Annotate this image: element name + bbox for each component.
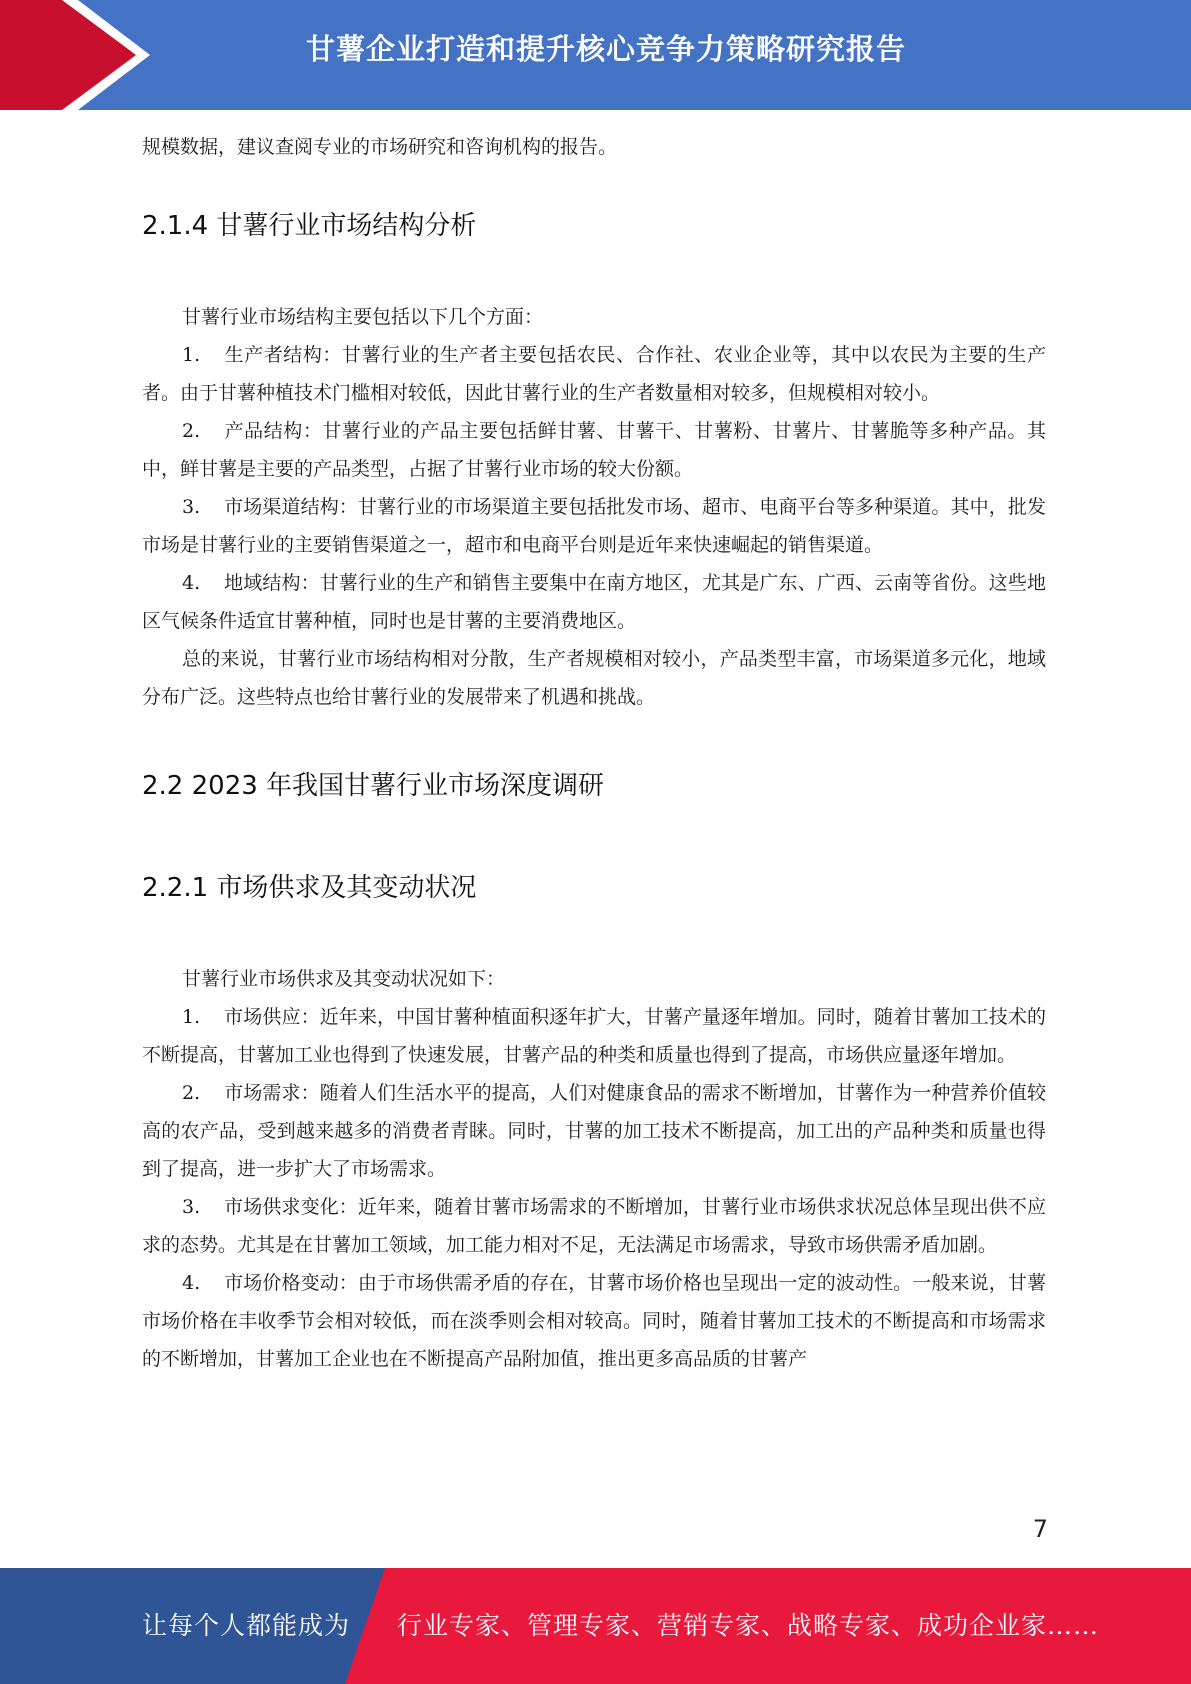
list-item: 4. 市场价格变动：由于市场供需矛盾的存在，甘薯市场价格也呈现出一定的波动性。一般来说，甘薯市场价格在丰收季节会相对较低，而在淡季则会相对较高。同时，随着甘薯加工技术的不断提高和市场需求的不断增加，甘薯加工企业也在不断提高产品附加值，推出更多高品质的甘薯产: [142, 1272, 1046, 1370]
page-footer: [0, 1568, 1191, 1684]
list-item: 2. 产品结构：甘薯行业的产品主要包括鲜甘薯、甘薯干、甘薯粉、甘薯片、甘薯脆等多种产品。其中，鲜甘薯是主要的产品类型，占据了甘薯行业市场的较大份额。: [142, 420, 1046, 480]
footer-slogan-right: 行业专家、管理专家、营销专家、战略专家、成功企业家……: [397, 1611, 1100, 1640]
section-summary: 总的来说，甘薯行业市场结构相对分散，生产者规模相对较小，产品类型丰富，市场渠道多元化，地域分布广泛。这些特点也给甘薯行业的发展带来了机遇和挑战。: [142, 648, 1046, 708]
list-item: 1. 生产者结构：甘薯行业的生产者主要包括农民、合作社、农业企业等，其中以农民为主要的生产者。由于甘薯种植技术门槛相对较低，因此甘薯行业的生产者数量相对较多，但规模相对较小。: [142, 344, 1046, 404]
page-header: [0, 0, 1191, 110]
section-heading-2-1-4: 2.1.4 甘薯行业市场结构分析: [142, 211, 477, 241]
section-heading-2-2: 2.2 2023 年我国甘薯行业市场深度调研: [142, 771, 605, 801]
list-item: 1. 市场供应：近年来，中国甘薯种植面积逐年扩大，甘薯产量逐年增加。同时，随着甘薯加工技术的不断提高，甘薯加工业也得到了快速发展，甘薯产品的种类和质量也得到了提高，市场供应量逐年增加。: [142, 1006, 1046, 1066]
list-item: 3. 市场渠道结构：甘薯行业的市场渠道主要包括批发市场、超市、电商平台等多种渠道。其中，批发市场是甘薯行业的主要销售渠道之一，超市和电商平台则是近年来快速崛起的销售渠道。: [142, 496, 1046, 556]
section-heading-2-2-1: 2.2.1 市场供求及其变动状况: [142, 873, 477, 903]
header-title: 甘薯企业打造和提升核心竞争力策略研究报告: [306, 32, 907, 66]
footer-slogan-left: 让每个人都能成为: [142, 1611, 351, 1640]
list-item: 2. 市场需求：随着人们生活水平的提高，人们对健康食品的需求不断增加，甘薯作为一种营养价值较高的农产品，受到越来越多的消费者青睐。同时，甘薯的加工技术不断提高，加工出的产品种类和质量也得到了提高，进一步扩大了市场需求。: [142, 1082, 1046, 1180]
section-lead: 甘薯行业市场供求及其变动状况如下：: [182, 968, 506, 990]
list-item: 4. 地域结构：甘薯行业的生产和销售主要集中在南方地区，尤其是广东、广西、云南等省份。这些地区气候条件适宜甘薯种植，同时也是甘薯的主要消费地区。: [142, 572, 1046, 632]
page-number: 7: [1032, 1515, 1048, 1543]
list-item: 3. 市场供求变化：近年来，随着甘薯市场需求的不断增加，甘薯行业市场供求状况总体呈现出供不应求的态势。尤其是在甘薯加工领域，加工能力相对不足，无法满足市场需求，导致市场供需矛盾加剧。: [142, 1196, 1046, 1256]
page-content: [142, 128, 1046, 1378]
intro-tail: 规模数据，建议查阅专业的市场研究和咨询机构的报告。: [142, 136, 618, 158]
section-lead: 甘薯行业市场结构主要包括以下几个方面：: [182, 306, 544, 328]
